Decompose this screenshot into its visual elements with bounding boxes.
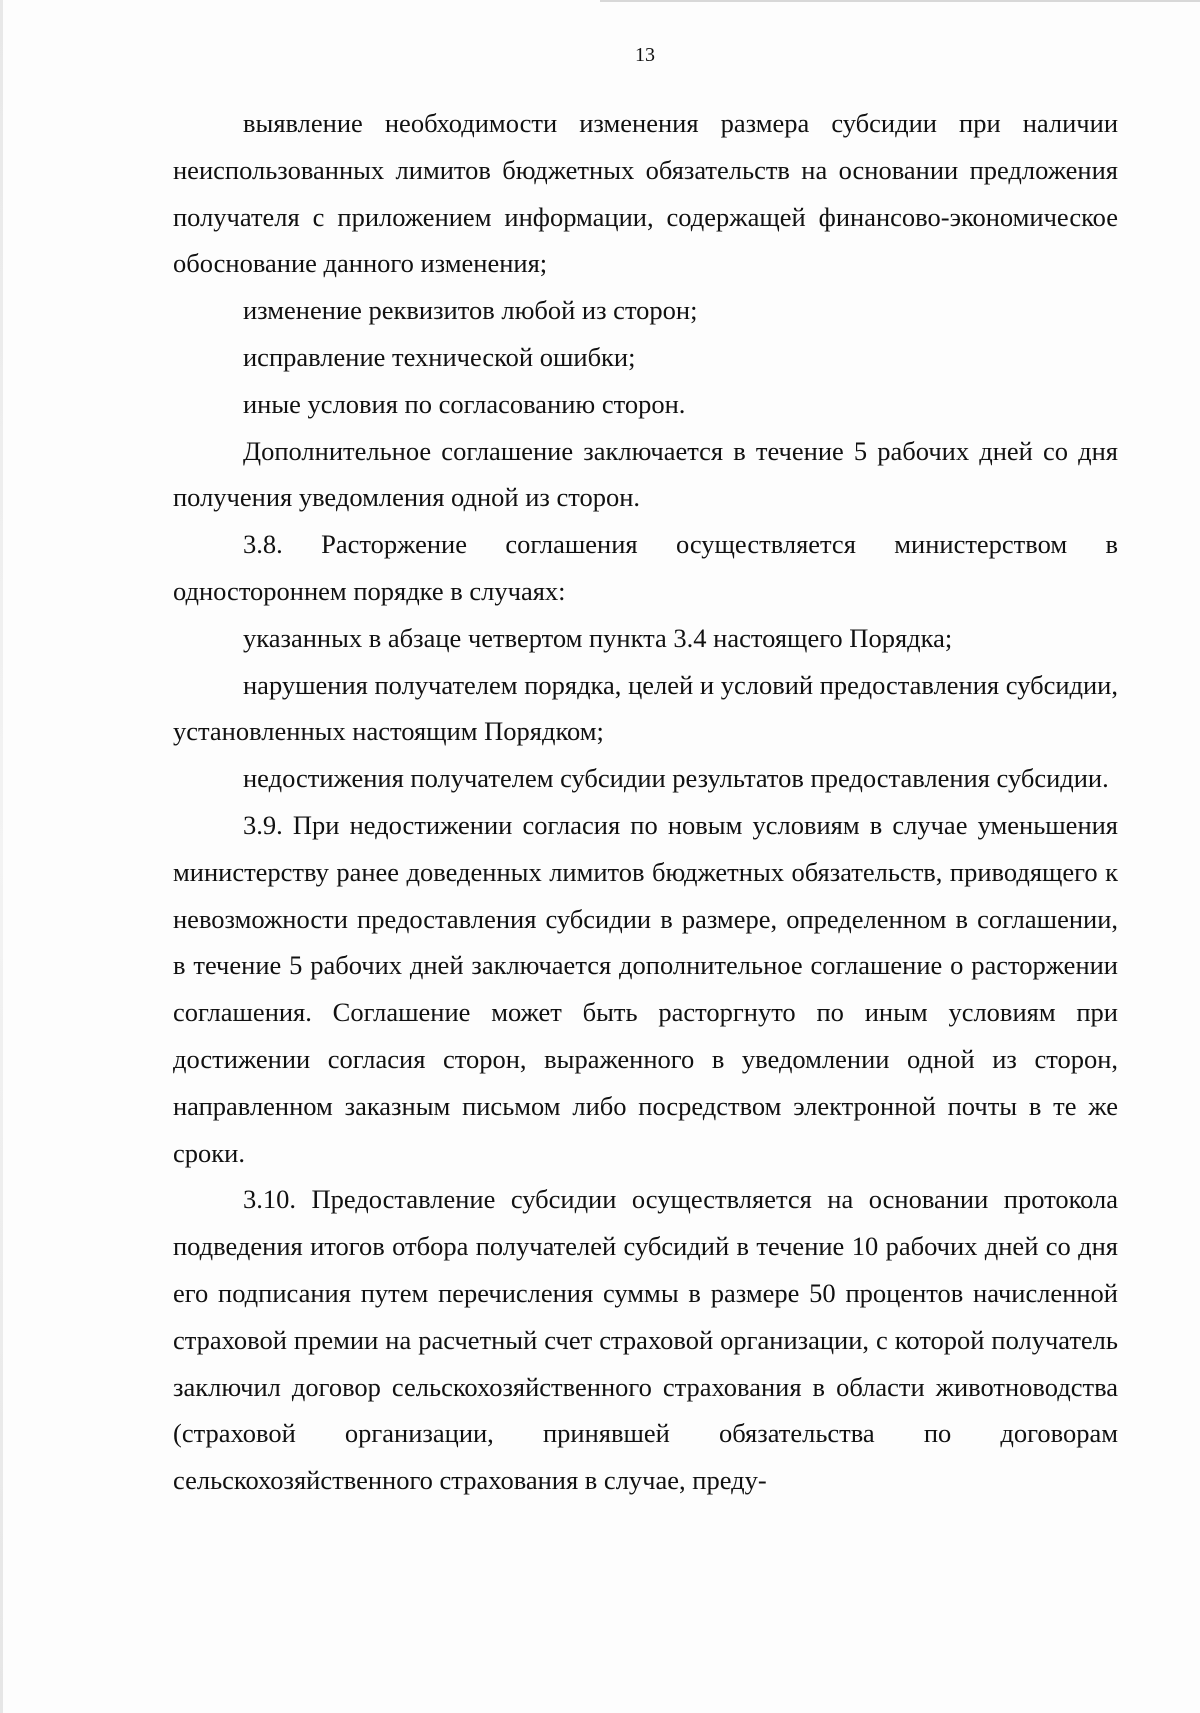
paragraph: иные условия по согласованию сторон. (243, 388, 686, 419)
scan-edge (600, 0, 1200, 2)
paragraph: 3.9. При недостижении согласия по новым условиям в случае уменьшения министерству ранее доведенных лимитов бюджетных обязательств, приводящего к невозможности предоставления субсидии в размере, определенном в соглашении, в течение 5 рабочих дней заключается дополнительное соглашение о расторжении соглашения. Соглашение может быть расторгнуто по иным условиям при достижении согласия сторон, выраженного в уведомлении одной из сторон, направленном заказным письмом либо посредством электронной почты в те же сроки. (173, 809, 1118, 1168)
paragraph: 3.10. Предоставление субсидии осуществляется на основании протокола подведения итогов отбора получателей субсидий в течение 10 рабочих дней со дня его подписания путем перечисления суммы в размере 50 процентов начисленной страховой премии на расчетный счет страховой организации, с которой получатель заключил договор сельскохозяйственного страхования в области животноводства (страховой организации, принявшей обязательства по договорам сельскохозяйственного страхования в случае, преду- (173, 1184, 1118, 1496)
scan-edge (0, 0, 3, 1713)
paragraph: нарушения получателем порядка, целей и условий предоставления субсидии, установленных настоящим Порядком; (173, 669, 1118, 747)
page-number: 13 (635, 44, 655, 66)
paragraph: 3.8. Расторжение соглашения осуществляется министерством в одностороннем порядке в случаях: (173, 529, 1118, 606)
paragraph: Дополнительное соглашение заключается в течение 5 рабочих дней со дня получения уведомления одной из сторон. (173, 435, 1118, 513)
document-body (173, 100, 1118, 1504)
paragraph: выявление необходимости изменения размера субсидии при наличии неиспользованных лимитов бюджетных обязательств на основании предложения получателя с приложением информации, содержащей финансово-экономическое обоснование данного изменения; (173, 108, 1118, 279)
paragraph: изменение реквизитов любой из сторон; (243, 295, 698, 326)
paragraph: указанных в абзаце четвертом пункта 3.4 настоящего Порядка; (243, 622, 953, 653)
paragraph: недостижения получателем субсидии результатов предоставления субсидии. (243, 763, 1109, 794)
paragraph: исправление технической ошибки; (243, 341, 636, 372)
